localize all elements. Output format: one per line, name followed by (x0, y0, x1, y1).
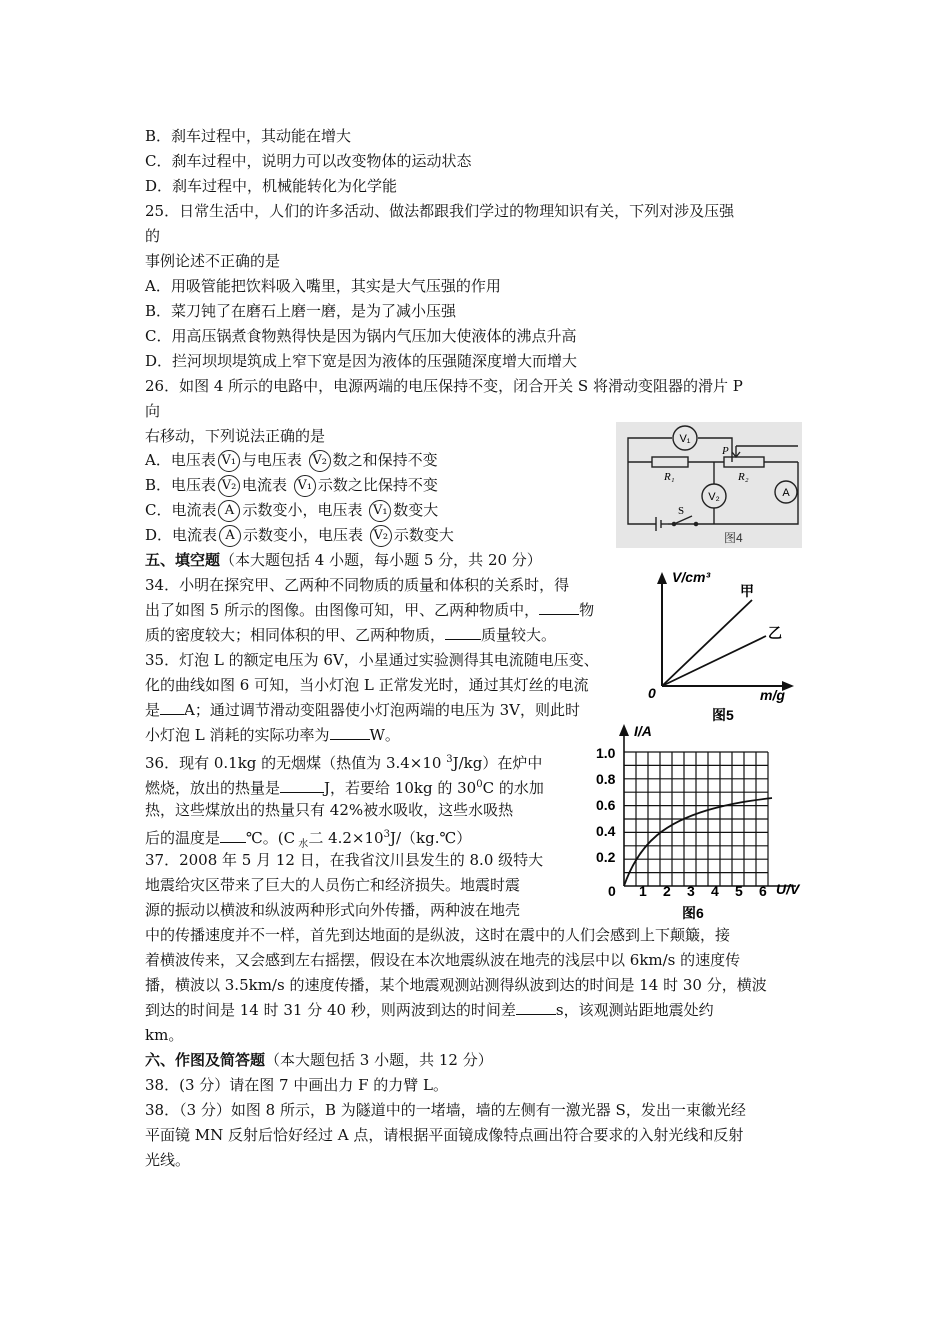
fig5-origin: 0 (648, 685, 656, 701)
q34-line2: 出了如图 5 所示的图像。由图像可知，甲、乙两种物质中， 物 (145, 601, 595, 619)
fig6-ylabel: I/A (634, 723, 652, 739)
q35-line2: 化的曲线如图 6 可知，当小灯泡 L 正常发光时，通过其灯丝的电流 (145, 676, 589, 694)
fig6-xlabel: U/V (776, 881, 800, 897)
q37-line2: 地震给灾区带来了巨大的人员伤亡和经济损失。地震时震 (145, 876, 521, 894)
fig4-label-p: P (722, 445, 729, 457)
fig6-xtick: 1 (639, 883, 647, 899)
q37-line8: km。 (145, 1026, 184, 1044)
figure-4-circuit (616, 422, 802, 548)
q37-line6: 播，横波以 3.5km/s 的速度传播，某个地震观测站测得纵波到达的时间是 14 时 30 分，横波 (145, 976, 767, 994)
fig4-label-r2: R₂ (738, 471, 749, 483)
fig4-label-a: A (782, 487, 790, 499)
answer-blank[interactable] (445, 625, 481, 640)
section5-heading: 五、填空题（本大题包括 4 小题，每小题 5 分，共 20 分） (145, 551, 542, 569)
q25-option-b: B．菜刀钝了在磨石上磨一磨，是为了减小压强 (145, 302, 457, 320)
answer-blank[interactable] (330, 725, 370, 740)
fig6-xtick: 3 (687, 883, 695, 899)
fig5-label-yi: 乙 (768, 626, 782, 642)
q26-option-c: C．电流表 A 示数变小，电压表 V₁ 数变大 (145, 500, 438, 522)
q36-line1: 36．现有 0.1kg 的无烟煤（热值为 3.4×10 $^3$J/kg）在炉中 (145, 754, 543, 772)
voltmeter-v1-symbol: V₁ (369, 500, 391, 522)
fig6-xtick: 4 (711, 883, 719, 899)
q37-line1: 37．2008 年 5 月 12 日，在我省汶川县发生的 8.0 级特大 (145, 851, 544, 869)
q34-line3: 质的密度较大；相同体积的甲、乙两种物质， 质量较大。 (145, 626, 557, 644)
voltmeter-v1-symbol: V₁ (218, 450, 240, 472)
voltmeter-v2-symbol: V₂ (218, 475, 240, 497)
voltmeter-v2-symbol: V₂ (309, 450, 331, 472)
fig6-ytick: 0.6 (596, 797, 616, 813)
q26-stem-line1-wrap: 向 (145, 402, 161, 420)
q37-line3: 源的振动以横波和纵波两种形式向外传播，两种波在地壳 (145, 901, 521, 919)
ammeter-symbol: A (219, 525, 241, 547)
q35-line4: 小灯泡 L 消耗的实际功率为 W。 (145, 726, 400, 744)
q26-option-b: B．电压表 V₂ 电流表 V₁ 示数之比保持不变 (145, 475, 438, 497)
fig4-label-v1: V₁ (679, 433, 691, 445)
q37-line5: 着横波传来，又会感到左右摇摆，假设在本次地震纵波在地壳的浅层中以 6km/s 的速度传 (145, 951, 741, 969)
voltmeter-v1-symbol: V₁ (294, 475, 316, 497)
voltmeter-v2-symbol: V₂ (370, 525, 392, 547)
section6-heading: 六、作图及简答题（本大题包括 3 小题，共 12 分） (145, 1051, 493, 1069)
figure-5-graph (640, 562, 810, 728)
q24-option-c: C．刹车过程中，说明力可以改变物体的运动状态 (145, 152, 472, 170)
fig6-xtick: 6 (759, 883, 767, 899)
fig4-label-s: S (678, 505, 685, 517)
ammeter-symbol: A (218, 500, 240, 522)
fig5-line-jia (662, 600, 752, 686)
q34-line1: 34．小明在探究甲、乙两种不同物质的质量和体积的关系时，得 (145, 576, 570, 594)
answer-blank[interactable] (516, 1000, 556, 1015)
q26-option-d: D．电流表 A 示数变小，电压表 V₂ 示数变大 (145, 525, 454, 547)
q25-option-a: A．用吸管能把饮料吸入嘴里，其实是大气压强的作用 (145, 277, 501, 295)
fig6-ytick: 0.8 (596, 771, 616, 787)
fig6-xtick: 5 (735, 883, 743, 899)
fig6-caption: 图6 (682, 905, 704, 921)
fig5-label-jia: 甲 (740, 584, 754, 600)
fig6-xtick: 2 (663, 883, 671, 899)
answer-blank[interactable] (280, 778, 324, 793)
q38b-line3: 光线。 (145, 1151, 191, 1169)
q35-line3: 是 A；通过调节滑动变阻器使小灯泡两端的电压为 3V，则此时 (145, 701, 580, 719)
fig6-origin: 0 (608, 883, 616, 899)
fig5-ylabel: V/cm³ (672, 569, 711, 585)
fig6-ytick: 1.0 (596, 745, 616, 761)
fig4-label-r1: R₁ (664, 471, 675, 483)
q24-option-d: D．刹车过程中，机械能转化为化学能 (145, 177, 398, 195)
q37-line7: 到达的时间是 14 时 31 分 40 秒，则两波到达的时间差 s，该观测站距地震处约 (145, 1001, 714, 1019)
q26-option-a: A．电压表 V₁ 与电压表 V₂ 数之和保持不变 (145, 450, 438, 472)
fig5-caption: 图5 (712, 707, 734, 723)
fig4-caption: 图4 (724, 531, 743, 545)
q36-line2: 燃烧，放出的热量是 J，若要给 10kg 的 $30^0C$ 的水加 (145, 779, 544, 797)
figure-6-graph (596, 722, 820, 922)
q26-stem-line2: 右移动，下列说法正确的是 (145, 427, 326, 445)
q25-stem-line2: 事例论述不正确的是 (145, 252, 281, 270)
q37-line4: 中的传播速度并不一样，首先到达地面的是纵波，这时在震中的人们会感到上下颠簸，接 (145, 926, 731, 944)
fig5-xlabel: m/g (760, 687, 785, 703)
q36-line4: 后的温度是 ℃。(C $_水$二 $4.2\times 10^3J/(kg.℃)$ (145, 829, 472, 850)
answer-blank[interactable] (220, 828, 246, 843)
q36-line3: 热，这些煤放出的热量只有 42%被水吸收，这些水吸热 (145, 801, 514, 819)
fig6-ytick: 0.2 (596, 849, 616, 865)
fig5-line-yi (662, 636, 766, 686)
q25-stem-line1-wrap: 的 (145, 227, 161, 245)
fig4-label-v2: V₂ (708, 491, 720, 503)
q38a-text: 38．(3 分）请在图 7 中画出力 F 的力臂 L。 (145, 1076, 449, 1094)
answer-blank[interactable] (160, 700, 184, 715)
q25-stem-line1: 25．日常生活中，人们的许多活动、做法都跟我们学过的物理知识有关，下列对涉及压强 (145, 202, 735, 220)
q38b-line2: 平面镜 MN 反射后恰好经过 A 点，请根据平面镜成像特点画出符合要求的入射光线和反射 (145, 1126, 744, 1144)
q26-stem-line1: 26．如图 4 所示的电路中，电源两端的电压保持不变，闭合开关 S 将滑动变阻器的滑片 P (145, 377, 743, 395)
answer-blank[interactable] (539, 600, 579, 615)
q25-option-c: C．用高压锅煮食物熟得快是因为锅内气压加大使液体的沸点升高 (145, 327, 577, 345)
q35-line1: 35．灯泡 L 的额定电压为 6V，小星通过实验测得其电流随电压变、 (145, 651, 599, 669)
q24-option-b: B．刹车过程中，其动能在增大 (145, 127, 352, 145)
q38b-line1: 38．（3 分）如图 8 所示，B 为隧道中的一堵墙，墙的左侧有一激光器 S，发出一束徽光经 (145, 1101, 746, 1119)
fig6-ytick: 0.4 (596, 823, 616, 839)
q25-option-d: D．拦河坝坝堤筑成上窄下宽是因为液体的压强随深度增大而增大 (145, 352, 578, 370)
